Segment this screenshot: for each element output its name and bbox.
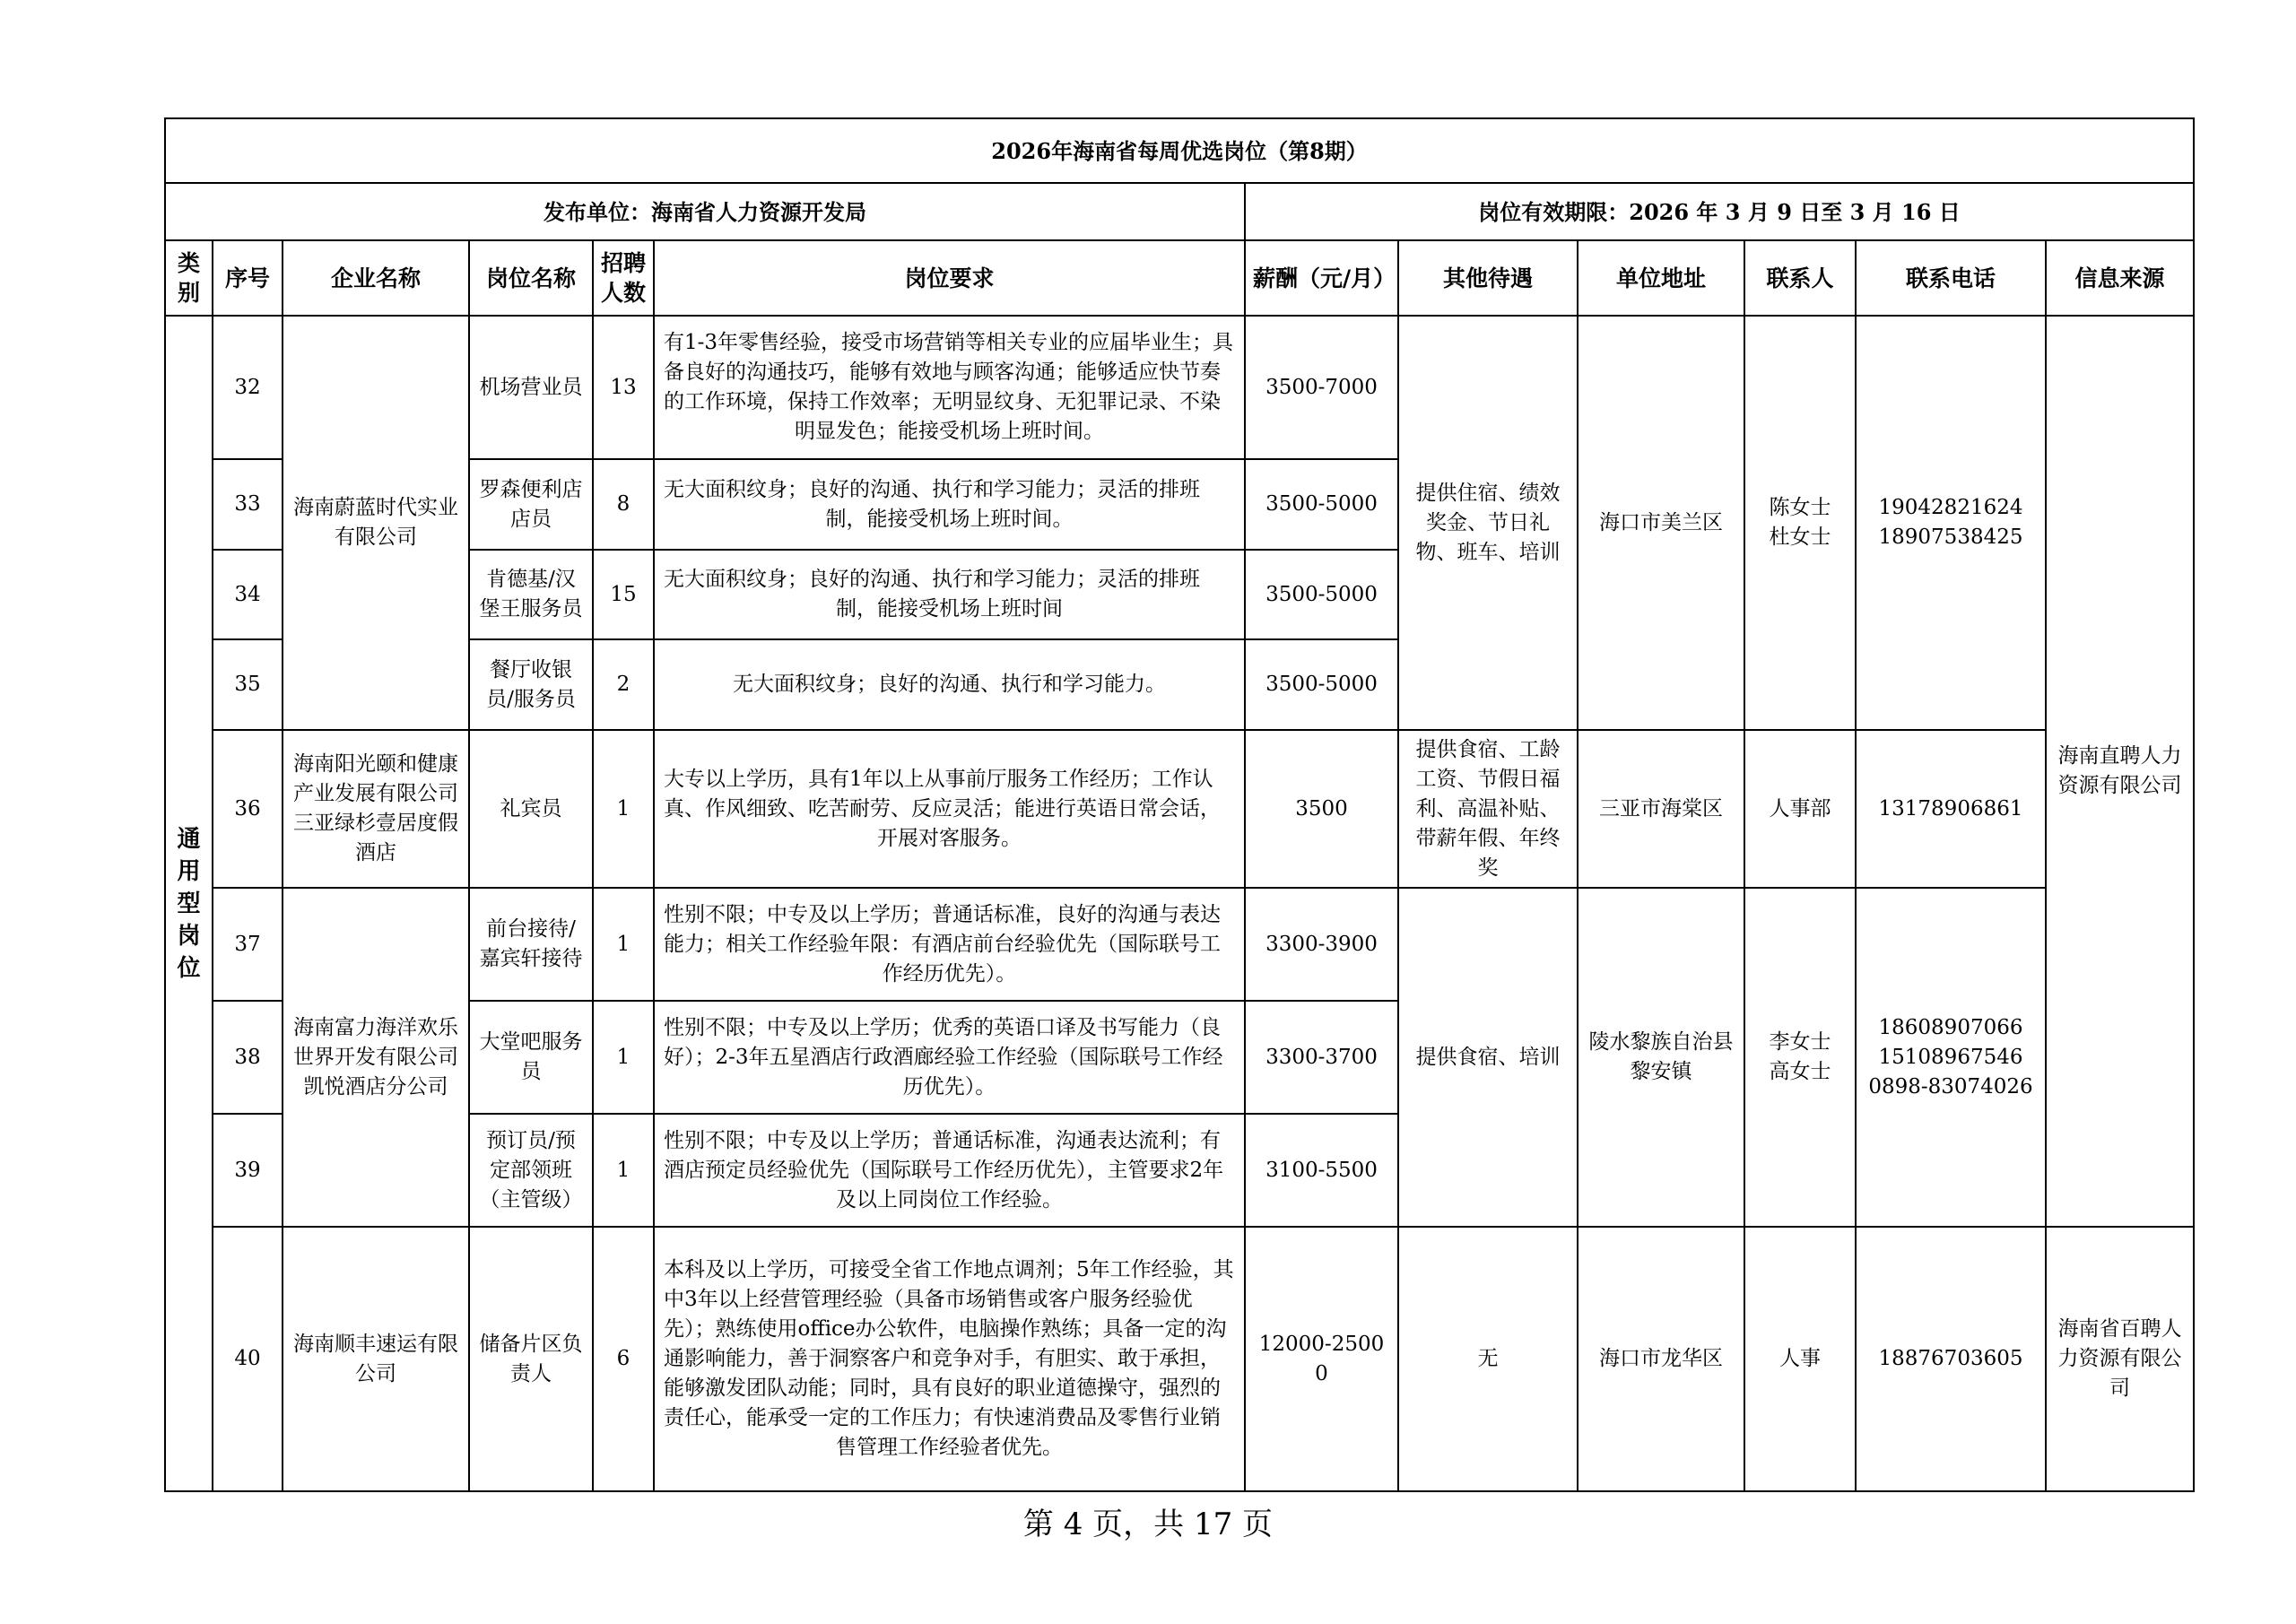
header-benefits: 其他待遇 — [1398, 240, 1578, 316]
seq-cell: 34 — [213, 550, 283, 639]
phone-number: 0898-83074026 — [1868, 1074, 2033, 1099]
contact-cell — [1744, 316, 1856, 730]
headcount-cell: 1 — [593, 1114, 654, 1227]
address-cell: 海口市龙华区 — [1578, 1227, 1744, 1491]
benefits-cell: 无 — [1398, 1227, 1578, 1491]
requirements-cell: 无大面积纹身；良好的沟通、执行和学习能力。 — [654, 639, 1245, 730]
benefits-cell: 提供食宿、培训 — [1398, 888, 1578, 1227]
company-cell: 海南蔚蓝时代实业有限公司 — [283, 316, 469, 730]
header-category: 类别 — [165, 240, 213, 316]
headcount-cell: 8 — [593, 459, 654, 550]
position-cell: 餐厅收银员/服务员 — [469, 639, 593, 730]
position-cell: 储备片区负责人 — [469, 1227, 593, 1491]
phone-number: 18907538425 — [1878, 525, 2023, 549]
salary-cell: 3500-5000 — [1245, 550, 1398, 639]
publisher: 发布单位：海南省人力资源开发局 — [165, 183, 1245, 240]
source-cell: 海南省百聘人力资源有限公司 — [2046, 1227, 2194, 1491]
seq-cell: 39 — [213, 1114, 283, 1227]
position-cell: 预订员/预定部领班（主管级） — [469, 1114, 593, 1227]
headcount-cell: 2 — [593, 639, 654, 730]
header-salary: 薪酬（元/月） — [1245, 240, 1398, 316]
header-requirements: 岗位要求 — [654, 240, 1245, 316]
requirements-cell: 性别不限；中专及以上学历；优秀的英语口译及书写能力（良好）；2-3年五星酒店行政酒廊经验工作经验（国际联号工作经历优先）。 — [654, 1001, 1245, 1114]
header-position: 岗位名称 — [469, 240, 593, 316]
source-cell: 海南直聘人力资源有限公司 — [2046, 316, 2194, 1227]
position-cell: 机场营业员 — [469, 316, 593, 459]
requirements-cell: 大专以上学历，具有1年以上从事前厅服务工作经历；工作认真、作风细致、吃苦耐劳、反应灵活；能进行英语日常会话，开展对客服务。 — [654, 730, 1245, 888]
requirements-cell: 性别不限；中专及以上学历；普通话标准，沟通表达流利；有酒店预定员经验优先（国际联号工作经历优先），主管要求2年及以上同岗位工作经验。 — [654, 1114, 1245, 1227]
headcount-cell: 1 — [593, 1001, 654, 1114]
contact-name: 李女士 — [1769, 1030, 1831, 1054]
contact-name: 陈女士 — [1769, 496, 1831, 519]
company-cell: 海南阳光颐和健康产业发展有限公司三亚绿杉壹居度假酒店 — [283, 730, 469, 888]
salary-cell: 3100-5500 — [1245, 1114, 1398, 1227]
header-source: 信息来源 — [2046, 240, 2194, 316]
requirements-cell: 无大面积纹身；良好的沟通、执行和学习能力；灵活的排班制，能接受机场上班时间 — [654, 550, 1245, 639]
headcount-cell: 6 — [593, 1227, 654, 1491]
headcount-cell: 15 — [593, 550, 654, 639]
table-row — [165, 316, 2194, 459]
position-cell: 前台接待/嘉宾轩接待 — [469, 888, 593, 1001]
requirements-cell: 无大面积纹身；良好的沟通、执行和学习能力；灵活的排班制，能接受机场上班时间。 — [654, 459, 1245, 550]
header-headcount: 招聘人数 — [593, 240, 654, 316]
seq-cell: 38 — [213, 1001, 283, 1114]
table-row — [165, 730, 2194, 888]
seq-cell: 35 — [213, 639, 283, 730]
contact-cell: 人事部 — [1744, 730, 1856, 888]
address-cell: 三亚市海棠区 — [1578, 730, 1744, 888]
header-address: 单位地址 — [1578, 240, 1744, 316]
requirements-cell: 有1-3年零售经验，接受市场营销等相关专业的应届毕业生；具备良好的沟通技巧，能够有效地与顾客沟通；能够适应快节奏的工作环境，保持工作效率；无明显纹身、无犯罪记录、不染明显发色；能接受机场上班时间。 — [654, 316, 1245, 459]
validity-period: 岗位有效期限：2026 年 3 月 9 日至 3 月 16 日 — [1245, 183, 2194, 240]
company-cell: 海南顺丰速运有限公司 — [283, 1227, 469, 1491]
seq-cell: 33 — [213, 459, 283, 550]
phone-number: 19042821624 — [1878, 496, 2023, 519]
salary-cell: 3300-3900 — [1245, 888, 1398, 1001]
phone-cell — [1856, 888, 2046, 1227]
headcount-cell: 1 — [593, 888, 654, 1001]
seq-cell: 32 — [213, 316, 283, 459]
table-row — [165, 1227, 2194, 1491]
category-cell: 通用型岗位 — [165, 316, 213, 1491]
header-phone: 联系电话 — [1856, 240, 2046, 316]
address-cell: 陵水黎族自治县黎安镇 — [1578, 888, 1744, 1227]
requirements-cell: 本科及以上学历，可接受全省工作地点调剂；5年工作经验，其中3年以上经营管理经验（具备市场销售或客户服务经验优先）；熟练使用office办公软件，电脑操作熟练；具备一定的沟通影响能力，善于洞察客户和竞争对手，有胆实、敢于承担，能够激发团队动能；同时，具有良好的职业道德操守，强烈的责任心，能承受一定的工作压力；有快速消费品及零售行业销售管理工作经验者优先。 — [654, 1227, 1245, 1491]
seq-cell: 36 — [213, 730, 283, 888]
header-contact: 联系人 — [1744, 240, 1856, 316]
contact-name: 高女士 — [1769, 1060, 1831, 1083]
phone-cell: 18876703605 — [1856, 1227, 2046, 1491]
requirements-cell: 性别不限；中专及以上学历；普通话标准，良好的沟通与表达能力；相关工作经验年限：有酒店前台经验优先（国际联号工作经历优先）。 — [654, 888, 1245, 1001]
position-cell: 肯德基/汉堡王服务员 — [469, 550, 593, 639]
seq-cell: 40 — [213, 1227, 283, 1491]
table-row — [165, 888, 2194, 1001]
position-cell: 大堂吧服务员 — [469, 1001, 593, 1114]
contact-cell: 人事 — [1744, 1227, 1856, 1491]
position-cell: 礼宾员 — [469, 730, 593, 888]
table-title: 2026年海南省每周优选岗位（第8期） — [165, 118, 2194, 183]
salary-cell: 3500-5000 — [1245, 639, 1398, 730]
phone-number: 15108967546 — [1878, 1045, 2023, 1069]
salary-cell: 12000-25000 — [1245, 1227, 1398, 1491]
headcount-cell: 13 — [593, 316, 654, 459]
page-footer: 第 4 页，共 17 页 — [1022, 1507, 1274, 1542]
headcount-cell: 1 — [593, 730, 654, 888]
seq-cell: 37 — [213, 888, 283, 1001]
phone-cell — [1856, 316, 2046, 730]
contact-cell — [1744, 888, 1856, 1227]
salary-cell: 3300-3700 — [1245, 1001, 1398, 1114]
job-listing-table — [164, 117, 2195, 1492]
salary-cell: 3500 — [1245, 730, 1398, 888]
benefits-cell: 提供食宿、工龄工资、节假日福利、高温补贴、带薪年假、年终奖 — [1398, 730, 1578, 888]
company-cell: 海南富力海洋欢乐世界开发有限公司凯悦酒店分公司 — [283, 888, 469, 1227]
phone-cell: 13178906861 — [1856, 730, 2046, 888]
phone-number: 18608907066 — [1878, 1015, 2023, 1039]
header-company: 企业名称 — [283, 240, 469, 316]
contact-name: 杜女士 — [1769, 525, 1831, 549]
position-cell: 罗森便利店店员 — [469, 459, 593, 550]
benefits-cell: 提供住宿、绩效奖金、节日礼物、班车、培训 — [1398, 316, 1578, 730]
salary-cell: 3500-5000 — [1245, 459, 1398, 550]
header-seq: 序号 — [213, 240, 283, 316]
address-cell: 海口市美兰区 — [1578, 316, 1744, 730]
salary-cell: 3500-7000 — [1245, 316, 1398, 459]
